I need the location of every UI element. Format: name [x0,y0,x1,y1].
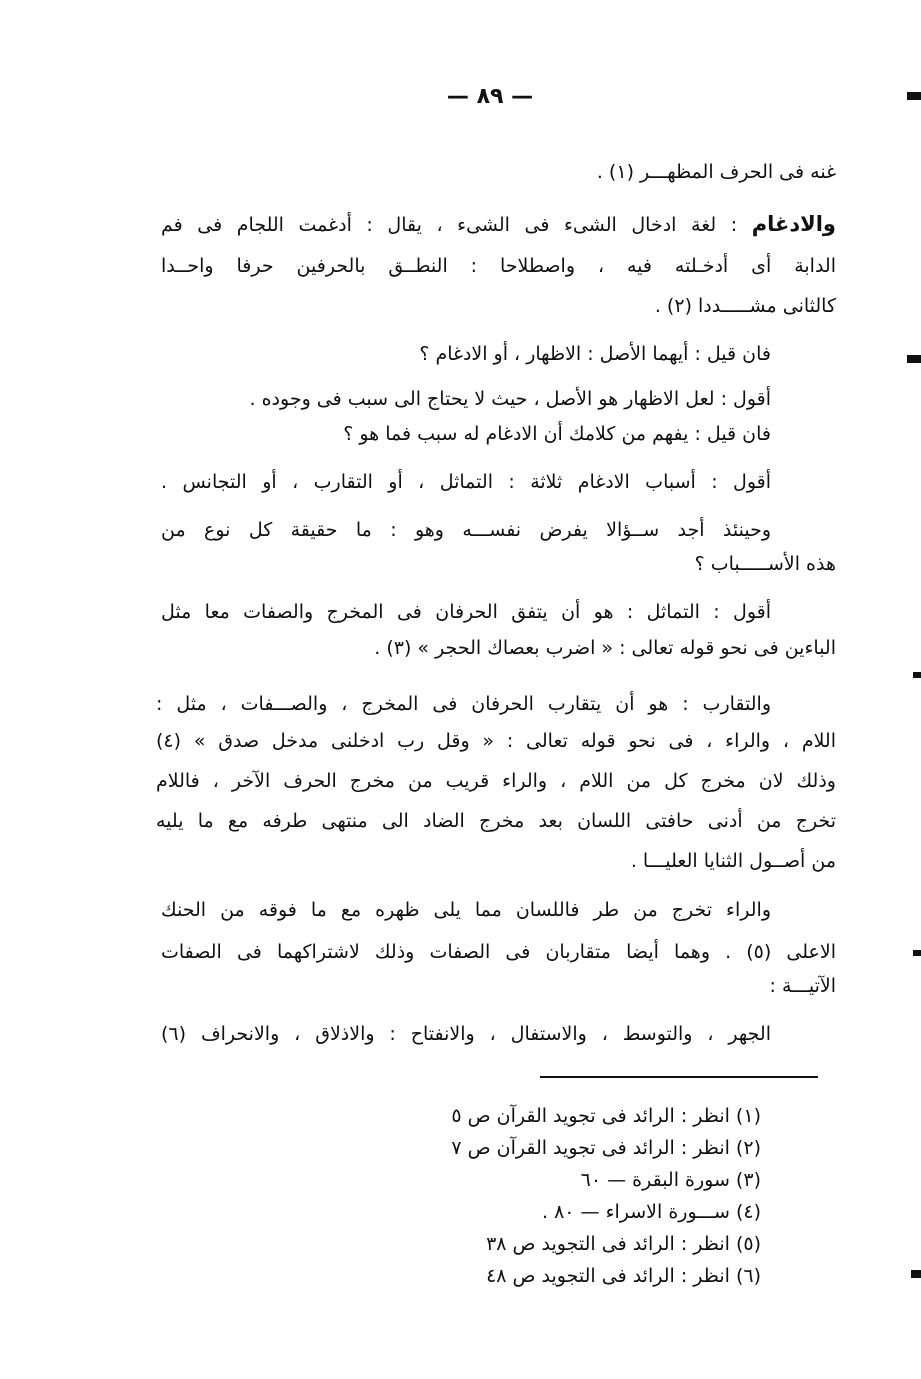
scan-edge-mark [911,1270,921,1278]
scan-edge-mark [907,92,921,100]
scan-edge-mark [907,355,921,363]
footnote: (٣) سورة البقرة — ٦٠ [580,1169,761,1191]
footnote: (١) انظر : الرائد فى تجويد القرآن ص ٥ [451,1105,761,1127]
text-line: أقول : لعل الاظهار هو الأصل ، حيث لا يحتاج الى سبب فى وجوده . [249,388,771,410]
text-line: الدابة أى أدخـلته فيه ، واصطلاحا : النطــق بالحرفين حرفا واحــدا [161,255,836,277]
text-line-rest: : لغة ادخال الشىء فى الشىء ، يقال : أدغمت اللجام فى فم [161,214,738,236]
footnote: (٦) انظر : الرائد فى التجويد ص ٤٨ [486,1265,761,1287]
text-line: وحينئذ أجد ســؤالا يفرض نفســـه وهو : ما حقيقة كل نوع من [161,519,771,541]
text-line: الآتيـــة : [769,975,836,997]
text-line: الباءين فى نحو قوله تعالى : « اضرب بعصاك الحجر » (٣) . [374,637,836,659]
text-line: الجهر ، والتوسط ، والاستفال ، والانفتاح : والاذلاق ، والانحراف (٦) [161,1023,771,1045]
text-line: هذه الأســـــباب ؟ [694,553,836,575]
text-line: كالثانى مشـــــددا (٢) . [654,295,836,317]
text-line: والراء تخرج من طر فاللسان مما يلى ظهره مع ما فوقه من الحنك [161,899,771,921]
page-number: — ٨٩ — [446,84,534,109]
text-line [161,210,836,240]
text-line: الاعلى (٥) . وهما أيضا متقاربان فى الصفات وذلك لاشتراكهما فى الصفات [161,941,836,963]
text-line: فان قيل : أيهما الأصل : الاظهار ، أو الادغام ؟ [419,343,771,365]
text-line: غنه فى الحرف المظهـــر (١) . [596,161,836,183]
text-line: والتقارب : هو أن يتقارب الحرفان فى المخرج ، والصـــفات ، مثل : [156,693,771,715]
text-line: من أصــول الثنايا العليـــا . [630,850,836,872]
term-idgham: والادغام [751,212,836,236]
footnote: (٢) انظر : الرائد فى تجويد القرآن ص ٧ [451,1137,761,1159]
footnote-separator [540,1076,818,1078]
text-line: وذلك لان مخرج كل من اللام ، والراء قريب من مخرج الحرف الآخر ، فاللام [156,770,836,792]
footnote: (٤) ســـورة الاسراء — ٨٠ . [541,1201,761,1223]
text-line: أقول : أسباب الادغام ثلاثة : التماثل ، أو التقارب ، أو التجانس . [161,471,771,493]
text-line: أقول : التماثل : هو أن يتفق الحرفان فى المخرج والصفات معا مثل [161,601,771,623]
scan-edge-mark [913,672,921,678]
scan-edge-mark [913,950,921,956]
text-line: تخرج من أدنى حافتى اللسان بعد مخرج الضاد الى منتهى طرفه مع ما يليه [156,810,836,832]
text-line: فان قيل : يفهم من كلامك أن الادغام له سبب فما هو ؟ [343,423,771,445]
footnote: (٥) انظر : الرائد فى التجويد ص ٣٨ [486,1233,761,1255]
text-line: اللام ، والراء ، فى نحو قوله تعالى : « وقل رب ادخلنى مدخل صدق » (٤) [156,730,836,752]
